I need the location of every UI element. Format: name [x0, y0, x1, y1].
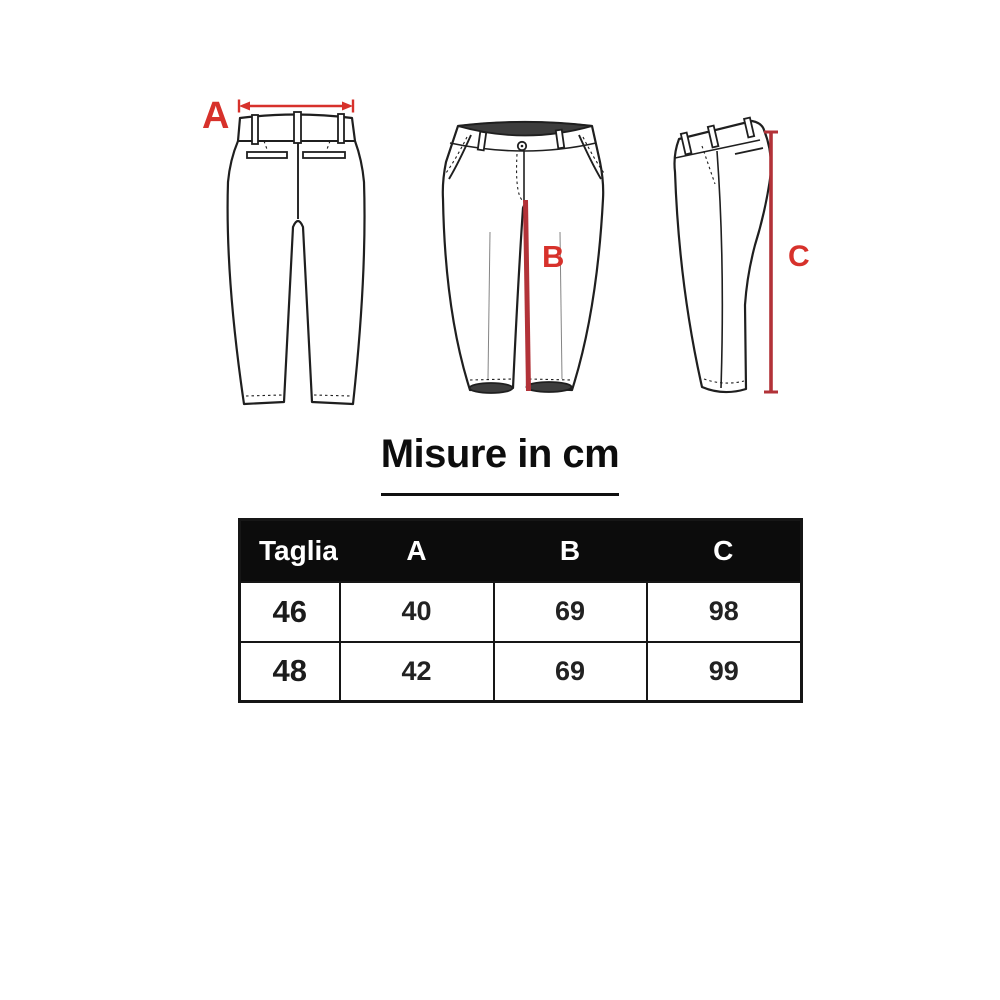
belt-loop [556, 130, 564, 149]
title-underline [381, 493, 619, 496]
measure-label-c: C [788, 240, 810, 273]
col-header-c: C [647, 520, 802, 582]
cell-size: 48 [240, 642, 340, 702]
waist-width-arrow [239, 100, 353, 113]
cell-measure-a: 40 [340, 582, 494, 642]
title-section [0, 432, 1000, 496]
hem-opening [470, 383, 513, 393]
col-header-b: B [494, 520, 647, 582]
belt-loop [294, 112, 301, 143]
pants-back-view-drawing [192, 95, 388, 417]
pants-front-silhouette [443, 122, 603, 390]
belt-loop [478, 132, 486, 151]
cell-measure-b: 69 [494, 642, 647, 702]
pants-back-view-figure [192, 95, 388, 417]
table-row-size-48 [240, 642, 802, 702]
pants-side-silhouette [675, 121, 772, 392]
back-pocket [303, 152, 345, 158]
size-table-section [238, 518, 800, 703]
pants-front-view-drawing [437, 107, 609, 402]
table-row-size-46 [240, 582, 802, 642]
cell-measure-c: 98 [647, 582, 802, 642]
size-table [238, 518, 803, 703]
waist-button-dot [521, 145, 524, 148]
cell-measure-a: 42 [340, 642, 494, 702]
measure-label-b: B [542, 239, 565, 274]
cell-measure-c: 99 [647, 642, 802, 702]
back-pocket [247, 152, 287, 158]
col-header-a: A [340, 520, 494, 582]
col-header-taglia: Taglia [240, 520, 340, 582]
cell-size: 46 [240, 582, 340, 642]
belt-loop [252, 115, 258, 144]
table-header-row [240, 520, 802, 582]
hem-opening [527, 382, 572, 392]
pants-front-view-figure [437, 107, 609, 402]
cell-measure-b: 69 [494, 582, 647, 642]
page-title: Misure in cm [380, 432, 620, 476]
belt-loop [338, 114, 344, 143]
measure-label-a: A [202, 95, 230, 137]
inseam-measure-line [526, 200, 529, 391]
